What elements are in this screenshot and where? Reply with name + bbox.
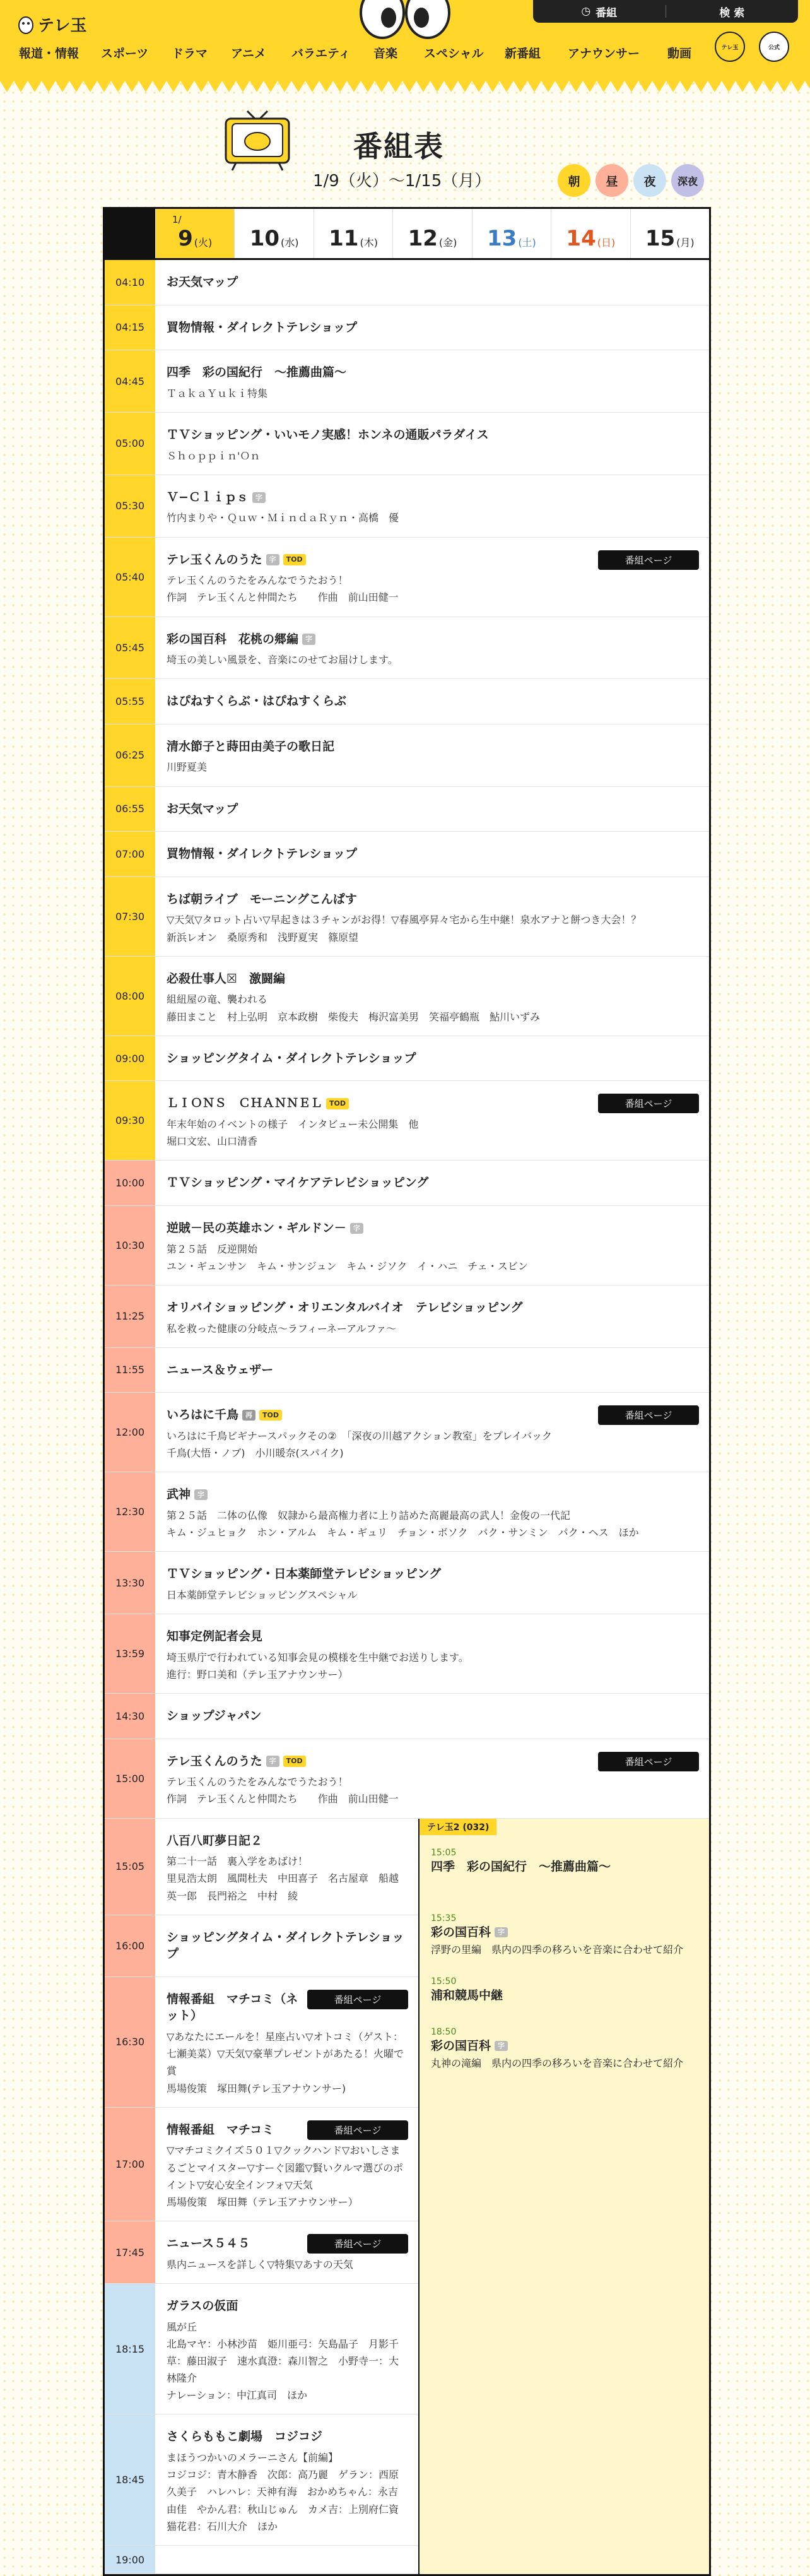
mascot-eyes-icon xyxy=(357,0,453,39)
program-desc: テレ玉くんのうたをみんなでうたおう！ xyxy=(167,1776,348,1788)
program-cell[interactable] xyxy=(155,1915,418,1976)
program-desc: 年末年始のイベントの様子 インタビュー未公開集 他 xyxy=(167,1118,419,1130)
tod-badge: TOD xyxy=(259,1410,282,1421)
program-row xyxy=(105,679,709,724)
nav-sports[interactable]: スポーツ xyxy=(101,47,149,61)
program-title[interactable]: ニュース＆ウェザー xyxy=(167,1362,274,1377)
program-title[interactable]: 武神 xyxy=(167,1487,191,1502)
tab-weekday: (火) xyxy=(194,237,213,249)
program-link[interactable]: ◷ 番組 xyxy=(581,5,618,20)
program-title[interactable]: ＴＶショッピング・マイケアテレビショッピング xyxy=(167,1176,429,1190)
program-row xyxy=(105,1081,709,1161)
tab-day: 13 xyxy=(486,226,517,251)
program-row xyxy=(105,1614,709,1694)
program-cell[interactable] xyxy=(155,787,709,832)
caption-badge: 字 xyxy=(302,634,315,644)
schedule-rows xyxy=(105,260,709,1819)
program-title[interactable]: ちば朝ライブ モーニングこんぱす xyxy=(167,892,357,906)
program-desc: 組紐屋の竜、襲われる xyxy=(167,993,268,1006)
time-cell: 06:55 xyxy=(105,787,155,832)
time-cell: 05:40 xyxy=(105,538,155,617)
date-tab[interactable] xyxy=(155,209,234,258)
nav-news[interactable]: 報道・情報 xyxy=(19,47,79,61)
sub-title[interactable]: 浦和競馬中継 xyxy=(431,1988,503,2002)
sub-time: 18:50 xyxy=(431,2026,457,2037)
program-row xyxy=(105,1472,709,1552)
tab-weekday: (木) xyxy=(360,237,378,249)
logo-text: テレ玉 xyxy=(38,16,87,35)
program-desc: テレ玉くんのうたをみんなでうたおう！ xyxy=(167,574,348,587)
program-desc: キム・ジュヒョク ホン・アルム キム・ギュリ チョン・ボソク パク・サンミン パク・ヘス ほか xyxy=(167,1527,639,1539)
program-title[interactable]: お天気マップ xyxy=(167,801,238,816)
program-desc: 私を救った健康の分岐点〜ラフィーネーアルファ〜 xyxy=(167,1322,397,1335)
program-row xyxy=(105,305,709,351)
program-row xyxy=(105,1694,709,1739)
time-cell: 15:00 xyxy=(105,1739,155,1818)
program-row xyxy=(105,538,709,617)
caption-badge: 字 xyxy=(194,1489,208,1500)
tod-night-button[interactable]: 夜 xyxy=(633,164,666,197)
program-title[interactable]: さくらももこ劇場 コジコジ xyxy=(167,2430,323,2444)
search-link[interactable]: 検 索 xyxy=(719,6,745,20)
tab-month: 1/ xyxy=(172,214,182,225)
program-desc: 第２５話 反逆開始 xyxy=(167,1243,258,1255)
program-page-button[interactable]: 番組ページ xyxy=(598,550,699,570)
time-cell: 11:55 xyxy=(105,1348,155,1393)
program-title[interactable]: 必殺仕事人☒ 激闘編 xyxy=(167,971,286,986)
program-desc: ▽天気▽タロット占い▽早起きは３チャンがお得！▽春風亭昇々宅から生中継！泉水アナと餅つき大会！？ xyxy=(167,914,642,926)
sub-time: 15:50 xyxy=(431,1976,457,1987)
nav-music[interactable]: 音楽 xyxy=(373,47,398,61)
program-cell[interactable] xyxy=(155,1206,709,1285)
program-cell[interactable] xyxy=(155,1694,709,1739)
sub-desc: 丸神の滝編 県内の四季の移ろいを音楽に合わせて紹介 xyxy=(431,2057,684,2070)
program-desc: 竹内まりや・Ｑｕｗ・ＭｉｎｄａＲｙｎ・高橋 優 xyxy=(167,512,399,524)
caption-badge: 再 xyxy=(242,1410,255,1421)
caption-badge: 字 xyxy=(495,2041,508,2052)
program-title[interactable]: 逆賊－民の英雄ホン・ギルドン－ xyxy=(167,1220,346,1235)
time-cell: 05:45 xyxy=(105,617,155,679)
program-cell[interactable] xyxy=(155,1285,709,1347)
top-links xyxy=(533,0,798,23)
nav-drama[interactable]: ドラマ xyxy=(172,47,208,61)
program-desc: 馬場俊策 塚田舞（テレ玉アナウンサー） xyxy=(167,2195,358,2208)
program-desc: 里見浩太朗 風間杜夫 中田喜子 名古屋章 船越英一郎 長門裕之 中村 綾 xyxy=(167,1872,399,1902)
program-row xyxy=(105,2414,418,2546)
time-cell: 17:45 xyxy=(105,2221,155,2283)
program-title[interactable]: ガラスの仮面 xyxy=(167,2298,238,2313)
time-cell: 07:30 xyxy=(105,877,155,956)
program-cell[interactable] xyxy=(155,877,709,956)
time-cell: 12:30 xyxy=(105,1472,155,1551)
program-title[interactable]: 知事定例記者会見 xyxy=(167,1629,263,1643)
time-cell: 08:00 xyxy=(105,957,155,1036)
sub-title[interactable]: 彩の国百科 xyxy=(431,1925,491,1939)
time-cell: 05:55 xyxy=(105,679,155,724)
program-cell[interactable] xyxy=(155,413,709,475)
program-cell[interactable] xyxy=(155,1614,709,1693)
tod-badge: TOD xyxy=(283,1756,306,1766)
time-cell: 13:59 xyxy=(105,1614,155,1693)
program-row xyxy=(105,1206,709,1285)
program-desc: 第二十一話 裏入学をあばけ！ xyxy=(167,1855,308,1868)
program-title[interactable]: 彩の国百科 花桃の郷編 xyxy=(167,632,299,646)
program-cell[interactable] xyxy=(155,475,709,537)
time-cell: 18:15 xyxy=(105,2284,155,2414)
clock-icon: ◷ xyxy=(581,5,591,18)
program-cell[interactable] xyxy=(155,1472,709,1551)
split-section xyxy=(105,1819,709,2574)
program-title[interactable]: 情報番組 マチコミ xyxy=(167,2122,274,2137)
date-tab[interactable] xyxy=(630,209,709,258)
nav-variety[interactable]: バラエティ xyxy=(291,47,351,61)
tabs-corner xyxy=(105,209,155,258)
program-desc: 埼玉県庁で行われている知事会見の模様を生中継でお送りします。 xyxy=(167,1651,469,1663)
program-cell[interactable] xyxy=(155,1819,418,1915)
time-cell: 12:00 xyxy=(105,1393,155,1472)
caption-badge: 字 xyxy=(266,554,279,565)
program-cell[interactable] xyxy=(155,2414,418,2545)
time-cell: 10:30 xyxy=(105,1206,155,1285)
time-cell: 09:00 xyxy=(105,1036,155,1081)
tab-weekday: (金) xyxy=(438,237,457,249)
program-desc: 日本薬師堂テレビショッピングスペシャル xyxy=(167,1588,358,1601)
official-circle-button[interactable]: 公式 xyxy=(759,32,789,62)
program-row xyxy=(105,1161,709,1206)
program-title[interactable]: 買物情報・ダイレクトテレショップ xyxy=(167,320,358,334)
program-row xyxy=(105,1393,709,1472)
program-cell[interactable] xyxy=(155,1739,709,1818)
date-tabs xyxy=(105,209,709,260)
time-cell: 05:00 xyxy=(105,413,155,475)
program-page-button[interactable]: 番組ページ xyxy=(307,2234,408,2254)
program-title[interactable]: ショッピングタイム・ダイレクトテレショップ xyxy=(167,1930,404,1961)
program-desc: 馬場俊策 塚田舞(テレ玉アナウンサー) xyxy=(167,2082,346,2094)
tab-day: 14 xyxy=(566,226,596,251)
time-cell: 19:00 xyxy=(105,2546,155,2573)
program-title[interactable]: 買物情報・ダイレクトテレショップ xyxy=(167,847,358,861)
time-cell: 14:30 xyxy=(105,1694,155,1739)
caption-badge: 字 xyxy=(266,1756,279,1766)
sub-title[interactable]: 彩の国百科 xyxy=(431,2038,491,2053)
time-cell: 04:15 xyxy=(105,305,155,350)
program-row xyxy=(105,2284,418,2415)
program-row xyxy=(105,1739,709,1819)
time-cell: 04:10 xyxy=(105,260,155,305)
tod-day-button[interactable]: 昼 xyxy=(596,164,628,197)
program-row xyxy=(105,350,709,413)
program-title[interactable]: ショップジャパン xyxy=(167,1708,262,1723)
time-cell: 15:05 xyxy=(105,1819,155,1915)
program-cell[interactable] xyxy=(155,724,709,786)
program-row xyxy=(105,617,709,680)
program-row xyxy=(105,1348,709,1393)
program-desc: 作詞 テレ玉くんと仲間たち 作曲 前山田健一 xyxy=(167,591,399,604)
program-title[interactable]: 清水節子と蒔田由美子の歌日記 xyxy=(167,739,335,753)
tod-morning-button[interactable]: 朝 xyxy=(558,164,590,197)
program-cell[interactable] xyxy=(155,2221,418,2283)
tv-mascot-icon xyxy=(18,14,34,35)
program-desc: 千鳥(大悟・ノブ) 小川暖奈(スパイク) xyxy=(167,1447,344,1460)
program-desc: 風が丘 xyxy=(167,2320,197,2333)
sub-program[interactable] xyxy=(431,1848,683,1876)
program-desc: Ｓｈｏｐｐｉｎ'Ｏｎ xyxy=(167,449,261,462)
sub-channel-label: テレ玉2 (032) xyxy=(420,1819,496,1835)
time-cell: 17:00 xyxy=(105,2108,155,2221)
program-title[interactable]: はぴねすくらぶ・はぴねすくらぶ xyxy=(167,694,347,709)
program-row xyxy=(105,787,709,832)
caption-badge: 字 xyxy=(350,1223,363,1234)
program-desc: 作詞 テレ玉くんと仲間たち 作曲 前山田健一 xyxy=(167,1793,399,1805)
sub-channel-column xyxy=(418,1819,709,2574)
program-title[interactable]: ＴＶショッピング・日本薬師堂テレビショッピング xyxy=(167,1567,442,1581)
program-row xyxy=(105,2546,418,2574)
program-desc: 堀口文宏、山口清香 xyxy=(167,1135,258,1148)
program-desc: 川野夏美 xyxy=(167,761,208,774)
program-row xyxy=(105,877,709,957)
tab-day: 12 xyxy=(408,226,438,251)
program-cell[interactable] xyxy=(155,2546,418,2573)
program-desc: ナレーション：中江真司 ほか xyxy=(167,2389,308,2402)
header-zigzag-edge xyxy=(0,81,810,95)
program-desc: 新浜レオン 桑原秀和 浅野夏実 篠原望 xyxy=(167,931,359,943)
program-title[interactable]: オリバイショッピング・オリエンタルバイオ テレビショッピング xyxy=(167,1300,523,1315)
nav-new-programs[interactable]: 新番組 xyxy=(505,47,541,61)
tab-weekday: (月) xyxy=(676,237,695,249)
sub-program[interactable] xyxy=(431,1913,683,1958)
program-cell[interactable] xyxy=(155,1161,709,1205)
program-row xyxy=(105,724,709,787)
program-desc: ▽マチコミクイズ５０１▽クックハンド▽おいしさまるごとマイスター▽すーぐ図鑑▽賢いクルマ選びのポイント▽安心安全インフォ▽天気 xyxy=(167,2144,404,2191)
program-title[interactable]: 情報番組 マチコミ（ネット） xyxy=(167,1992,298,2023)
schedule-grid xyxy=(103,207,711,2576)
sub-program[interactable] xyxy=(431,1976,683,2004)
program-page-button[interactable]: 番組ページ xyxy=(307,2120,408,2140)
program-desc: コジコジ：青木静香 次郎：高乃麗 ゲラン：西原久美子 ハレハレ：天神有海 おかめちゃん：永吉由佳 やかん君：秋山じゅん カメ吉：上別府仁資 猫花君：石川大介 ほか xyxy=(167,2469,409,2532)
date-tab[interactable] xyxy=(392,209,471,258)
time-cell: 13:30 xyxy=(105,1552,155,1614)
tab-weekday: (土) xyxy=(518,237,536,249)
program-desc: ＴａｋａＹｕｋｉ特集 xyxy=(167,387,268,399)
program-cell[interactable] xyxy=(155,1977,418,2107)
time-cell: 10:00 xyxy=(105,1161,155,1205)
program-cell[interactable] xyxy=(155,260,709,305)
program-cell[interactable] xyxy=(155,2108,418,2221)
program-desc: 県内ニュースを詳しく▽特集▽あすの天気 xyxy=(167,2258,353,2271)
program-desc: 第２５話 二体の仏像 奴隷から最高権力者に上り詰めた高麗最高の武人！金俊の一代記 xyxy=(167,1509,571,1521)
main-channel-column xyxy=(105,1819,418,2574)
program-row xyxy=(105,957,709,1036)
tab-weekday: (日) xyxy=(597,237,616,249)
date-range: 1/9（火）〜1/15（月） xyxy=(313,172,491,191)
program-cell[interactable] xyxy=(155,832,709,877)
time-cell: 06:25 xyxy=(105,724,155,786)
sub-time: 15:35 xyxy=(431,1913,457,1923)
program-title[interactable]: 四季 彩の国紀行 〜推薦曲篇〜 xyxy=(167,365,347,380)
program-row xyxy=(105,1915,418,1977)
nav-video[interactable]: 動画 xyxy=(667,47,692,61)
program-title[interactable]: ＴＶショッピング・いいモノ実感！ホンネの通販パラダイス xyxy=(167,427,489,442)
tab-day: 11 xyxy=(329,226,359,251)
program-title[interactable]: Ｖ−Ｃｌｉｐｓ xyxy=(167,490,249,504)
date-tab[interactable] xyxy=(314,209,392,258)
program-cell[interactable] xyxy=(155,617,709,679)
program-row xyxy=(105,2108,418,2221)
program-row xyxy=(105,475,709,538)
program-desc: ユン・ギュンサン キム・サンジュン キム・ジソク イ・ハニ チェ・スビン xyxy=(167,1260,528,1272)
program-cell[interactable] xyxy=(155,2284,418,2414)
program-row xyxy=(105,1977,418,2108)
program-title[interactable]: お天気マップ xyxy=(167,275,238,289)
program-cell[interactable] xyxy=(155,1036,709,1081)
program-title[interactable]: 八百八町夢日記２ xyxy=(167,1833,263,1848)
date-tab[interactable] xyxy=(472,209,551,258)
date-tab[interactable] xyxy=(234,209,313,258)
program-desc: いろはに千鳥ビギナースパックその② 「深夜の川越アクション教室」をプレイバック xyxy=(167,1429,552,1442)
nav-anime[interactable]: アニメ xyxy=(231,47,267,61)
nav-announcers[interactable]: アナウンサー xyxy=(568,47,640,61)
program-cell[interactable] xyxy=(155,1393,709,1472)
tod-latenight-button[interactable]: 深夜 xyxy=(671,164,704,197)
sub-title[interactable]: 四季 彩の国紀行 〜推薦曲篇〜 xyxy=(431,1859,611,1874)
tab-day: 15 xyxy=(645,226,676,251)
time-cell: 16:00 xyxy=(105,1915,155,1976)
caption-badge: 字 xyxy=(252,492,266,503)
nav-special[interactable]: スペシャル xyxy=(424,47,484,61)
time-cell: 16:30 xyxy=(105,1977,155,2107)
time-cell: 05:30 xyxy=(105,475,155,537)
program-cell[interactable] xyxy=(155,538,709,617)
program-cell[interactable] xyxy=(155,305,709,350)
tod-badge: TOD xyxy=(283,554,306,565)
global-nav xyxy=(0,40,810,66)
site-logo[interactable] xyxy=(18,13,86,36)
sub-desc: 浮野の里編 県内の四季の移ろいを音楽に合わせて紹介 xyxy=(431,1944,684,1956)
program-title[interactable]: テレ玉くんのうた xyxy=(167,552,262,567)
program-page-button[interactable]: 番組ページ xyxy=(307,1990,408,2009)
sub-program[interactable] xyxy=(431,2027,683,2072)
program-page-button[interactable]: 番組ページ xyxy=(598,1752,699,1771)
program-cell[interactable] xyxy=(155,679,709,724)
tab-day: 9 xyxy=(178,226,193,251)
program-row xyxy=(105,1285,709,1348)
top-header xyxy=(0,0,810,81)
program-title[interactable]: ニュース５４５ xyxy=(167,2236,250,2251)
program-desc: 進行：野口美和（テレ玉アナウンサー） xyxy=(167,1668,348,1681)
time-cell: 07:00 xyxy=(105,832,155,877)
program-row xyxy=(105,1036,709,1082)
program-page-button[interactable]: 番組ページ xyxy=(598,1405,699,1425)
program-cell[interactable] xyxy=(155,1348,709,1393)
sub-time: 15:05 xyxy=(431,1847,457,1858)
program-desc: ▽あなたにエールを！星座占い▽オトコミ（ゲスト：七瀬美菜）▽天気▽豪華プレゼントがあたる！火曜で賞 xyxy=(167,2031,404,2077)
program-cell[interactable] xyxy=(155,957,709,1036)
program-row xyxy=(105,1819,418,1915)
program-title[interactable]: ＬＩＯＮＳ ＣＨＡＮＮＥＬ xyxy=(167,1096,323,1111)
program-desc: 北島マヤ：小林沙苗 姫川亜弓：矢島晶子 月影千草：藤田淑子 速水真澄：森川智之 小野寺一：大林隆介 xyxy=(167,2337,399,2385)
time-cell: 18:45 xyxy=(105,2414,155,2545)
program-row xyxy=(105,1552,709,1614)
tab-day: 10 xyxy=(249,226,280,251)
program-title[interactable]: ショッピングタイム・ダイレクトテレショップ xyxy=(167,1051,416,1065)
time-cell: 11:25 xyxy=(105,1285,155,1347)
time-cell: 04:45 xyxy=(105,350,155,412)
program-row xyxy=(105,413,709,475)
program-desc: まほうつかいのメラーニさん【前編】 xyxy=(167,2452,339,2464)
program-title[interactable]: テレ玉くんのうた xyxy=(167,1754,262,1768)
page-title: 番組表 xyxy=(353,129,444,163)
program-row xyxy=(105,260,709,305)
time-cell: 09:30 xyxy=(105,1081,155,1160)
program-desc: 藤田まこと 村上弘明 京本政樹 柴俊夫 梅沢富美男 笑福亭鶴瓶 鮎川いずみ xyxy=(167,1010,541,1023)
date-tab[interactable] xyxy=(551,209,630,258)
program-page-button[interactable]: 番組ページ xyxy=(598,1094,699,1113)
program-title[interactable]: いろはに千鳥 xyxy=(167,1408,239,1422)
program-cell[interactable] xyxy=(155,1552,709,1614)
program-row xyxy=(105,832,709,877)
tod-badge: TOD xyxy=(326,1098,349,1109)
program-row xyxy=(105,2221,418,2284)
tab-weekday: (水) xyxy=(281,237,299,249)
program-desc: 埼玉の美しい風景を、音楽にのせてお届けします。 xyxy=(167,654,398,666)
tv-illustration-icon xyxy=(222,109,293,172)
caption-badge: 字 xyxy=(495,1927,508,1938)
program-cell[interactable] xyxy=(155,1081,709,1160)
mascot-circle-button[interactable]: テレ玉 xyxy=(715,32,745,62)
program-cell[interactable] xyxy=(155,350,709,412)
